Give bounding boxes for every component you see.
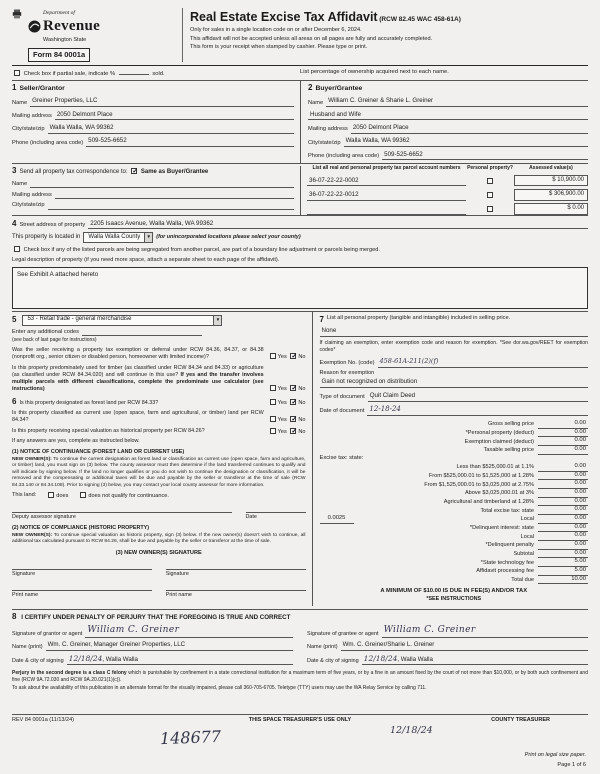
seller-heading: Seller/Grantor — [19, 85, 65, 93]
deputy-date-field[interactable] — [246, 505, 306, 513]
notice-continuance-body: NEW OWNER(S): To continue the current designation as forest land or classification as current use (open space, farm and agriculture, or timber) land, you must sign on (3) below. The county assessor must then determine if the land transferred continues to qualify and will indicate by signing below. If the land no longer qualifies or you do not wish to continue the designation or classification, it will be removed and the compensating or additional taxes will be due and payable by the seller or transferor at the time of sale (RCW 84.33.140 or 84.34.108). Prior to signing (3) below, you may contact your local county assessor for more information. — [12, 456, 306, 488]
parties-section — [12, 81, 588, 163]
business-code-select[interactable]: 53 - Retail trade - general merchandise ▼ — [22, 315, 222, 326]
corr-address-label: Mailing address — [12, 191, 52, 198]
buyer-phone-label: Phone (including area code) — [308, 152, 380, 159]
notice-continuance-title: (1) NOTICE OF CONTINUANCE (FOREST LAND OR CURRENT USE) — [12, 448, 185, 455]
partial-percent-field[interactable] — [119, 69, 149, 75]
grantor-print-field[interactable]: Wm. C. Greiner, Manager Greiner Properties, LLC — [46, 641, 293, 651]
additional-codes-field[interactable] — [82, 329, 202, 336]
question-predominate-use: Is this property predominately used for timber (as classified under RCW 84.34 and 84.33) or agriculture (as classified under RCW 84.34.020) and will continue in this use? If yes and the transfer involves multiple parcels with different classifications, complete the predominate use calculator (see instructions) Yes ✓ No — [12, 365, 306, 393]
assessed-value-header: Assessed value(s) — [529, 165, 573, 172]
seller-phone-label: Phone (including area code) — [12, 139, 84, 146]
grantee-signature-label: Signature of grantee or agent — [307, 630, 379, 637]
fee-value-field[interactable]: 0.00 — [538, 429, 588, 438]
grantor-signature-field[interactable]: William C. Greiner — [85, 625, 293, 638]
buyer-name2-field[interactable]: Husband and Wife — [308, 111, 588, 121]
fee-value-field[interactable]: 0.00 — [538, 480, 588, 489]
rev-number: REV 84 0001a (11/13/24) — [12, 717, 74, 723]
section-7-number: 7 — [319, 314, 324, 324]
owner-signature-field[interactable] — [166, 562, 306, 570]
dor-logo — [12, 8, 182, 62]
buyer-name-label: Name — [308, 99, 324, 106]
print-name-label: Print name — [165, 592, 192, 599]
personal-property-checkbox[interactable] — [487, 192, 493, 198]
located-in-label: This property is located in — [12, 233, 81, 240]
additional-codes-note: (see back of last page for instructions) — [12, 337, 97, 344]
corr-csz-label: City/state/zip — [12, 202, 45, 209]
parcel-number-field[interactable]: 36-07-22-22-0002 — [307, 177, 466, 187]
no-checkbox[interactable] — [290, 399, 296, 405]
partial-sale-row — [12, 66, 588, 82]
legal-description-label: Legal description of property (if you need more space, attach a separate sheet to each page of the affidavit). — [12, 257, 280, 264]
buyer-section — [300, 81, 588, 163]
owner-print-name-field[interactable] — [12, 583, 152, 591]
chevron-down-icon: ▼ — [144, 233, 152, 242]
land-qualify-row: This land: does does not qualify for continuance. — [12, 492, 169, 500]
personal-property-heading: List all personal property (tangible and intangible) included in selling price. — [326, 314, 511, 321]
grantor-date-field[interactable]: 12/18/24, Walla Walla — [67, 654, 293, 666]
form-title-block — [182, 8, 588, 62]
fee-value-field[interactable]: 0.00 — [538, 463, 588, 472]
correspondence-and-parcels-section — [12, 163, 588, 215]
correspondence-label: Send all property tax correspondence to: — [19, 169, 128, 176]
buyer-csz-label: City/state/zip — [308, 139, 341, 146]
same-as-buyer-checkbox[interactable] — [131, 168, 137, 174]
deputy-assessor-row — [12, 505, 306, 521]
certification-section — [12, 609, 588, 666]
section-4-number: 4 — [12, 219, 17, 229]
section-8-number: 8 — [12, 611, 17, 621]
main-columns — [12, 311, 588, 606]
fee-value-field[interactable]: 5.00 — [538, 558, 588, 567]
form-title: Real Estate Excise Tax Affidavit — [190, 10, 378, 24]
buyer-name-field[interactable]: William C. Greiner & Sharie L. Greiner — [326, 97, 588, 107]
parcel-table — [300, 166, 588, 215]
fee-row-technology-fee: *State technology fee 5.00 — [480, 558, 586, 566]
department-of-label: Department of — [43, 10, 75, 16]
fee-table — [320, 420, 588, 584]
personal-property-checkbox[interactable] — [487, 178, 493, 184]
no-checkbox[interactable] — [290, 385, 296, 391]
personal-property-list-field[interactable]: None — [320, 327, 588, 337]
parcel-numbers-header: List all real and personal property tax parcel account numbers — [312, 165, 461, 172]
segregated-label: Check box if any of the listed parcels are being segregated from another parcel, are part of a boundary line adjustment or parcels being merged. — [23, 247, 380, 254]
question-historic-property: Is this property receiving special valuation as historical property per RCW 84.26? Yes ✓ No — [12, 428, 306, 436]
buyer-address-field[interactable]: 2050 Delmont Place — [351, 124, 588, 134]
deputy-date-label: Date — [245, 514, 257, 521]
county-note: (for unincorporated locations please select your county) — [156, 234, 301, 241]
fee-value-field[interactable]: 10.00 — [538, 576, 588, 585]
exemption-note: If claiming an exemption, enter exemption code and reason for exemption. *See dor.wa.gov/REET for exemption codes* — [319, 339, 588, 353]
partial-sale-checkbox[interactable] — [14, 70, 20, 76]
yes-checkbox[interactable] — [270, 416, 276, 422]
fee-row-excise-tax-state: Excise tax: state: — [319, 455, 364, 462]
grantee-print-field[interactable]: Wm. C. Greiner/Sharie L. Greiner — [341, 641, 588, 651]
grantor-certification — [12, 622, 293, 665]
section-1-number: 1 — [12, 83, 17, 93]
section-5-number: 5 — [12, 314, 17, 324]
correspondence-block — [12, 166, 300, 215]
corr-csz-field[interactable] — [48, 203, 294, 210]
segregated-checkbox[interactable] — [14, 246, 20, 252]
buyer-address-label: Mailing address — [308, 126, 348, 133]
signature-label: Signature — [12, 571, 36, 578]
notice-compliance-body: NEW OWNER(S): To continue special valuation as historic property, sign (3) below. If the new owner(s) doesn't wish to continue, all additional tax calculated pursuant to RCW 84.26, shall be due and payable by the seller or transferor at the time of sale. — [12, 532, 306, 545]
fee-value-field[interactable]: 0.00 — [538, 472, 588, 481]
fee-value-field[interactable]: 0.00 — [538, 541, 588, 550]
buyer-csz-field[interactable]: Walla Walla, WA 99362 — [344, 137, 588, 147]
fee-value-field[interactable]: 0.00 — [538, 532, 588, 541]
fee-row-tier-4: Above $3,025,000.01 at 3% 0.00 — [464, 488, 586, 497]
see-instructions-note: *SEE INSTRUCTIONS — [426, 595, 482, 602]
seller-csz-field[interactable]: Walla Walla, WA 99362 — [48, 124, 294, 134]
fee-row-affidavit-processing-fee: Affidavit processing fee 5.00 — [476, 566, 586, 575]
fee-row-total-due: Total due 10.00 — [511, 575, 586, 583]
dor-emblem-icon — [28, 20, 41, 33]
county-treasurer-label: COUNTY TREASURER — [491, 717, 550, 723]
type-of-document-field[interactable]: Quit Claim Deed — [368, 392, 588, 402]
fee-row-exemption-claimed: Exemption claimed (deduct) 0.00 — [464, 437, 586, 445]
parcel-number-field[interactable]: 36-07-22-22-0012 — [307, 191, 466, 201]
fee-value-field[interactable]: 0.00 — [538, 498, 588, 507]
section-2-number: 2 — [308, 83, 313, 93]
seller-address-field[interactable]: 2050 Delmont Place — [55, 111, 294, 121]
deputy-signature-label: Deputy assessor signature — [12, 514, 76, 521]
owner-print-name-field[interactable] — [166, 583, 306, 591]
parcel-row — [307, 203, 588, 215]
owner-signature-row — [12, 562, 306, 578]
grantee-date-field[interactable]: 12/18/24, Walla Walla — [362, 654, 588, 666]
fee-value-field[interactable]: 5.00 — [538, 567, 588, 576]
seller-name-field[interactable]: Greiner Properties, LLC — [30, 97, 294, 107]
corr-address-field[interactable] — [55, 192, 294, 199]
grantee-signature-field[interactable]: William C. Greiner — [382, 625, 588, 638]
reason-for-exemption-field[interactable]: Gain not recognized on distribution — [320, 378, 588, 388]
fee-value-field[interactable]: 0.00 — [538, 489, 588, 498]
signature-label: Signature — [165, 571, 189, 578]
grantee-print-label: Name (print) — [307, 643, 338, 650]
personal-property-checkbox[interactable] — [487, 206, 493, 212]
this-land-label: This land: — [12, 492, 37, 499]
yes-checkbox[interactable] — [270, 428, 276, 434]
if-yes-note: If any answers are yes, complete as instructed below. — [12, 438, 140, 445]
treasurer-stamp-number: 148677 — [159, 726, 222, 749]
same-as-buyer-label: Same as Buyer/Grantee — [140, 169, 209, 176]
street-address-label: Street address of property — [19, 222, 86, 228]
deputy-signature-field[interactable] — [12, 505, 232, 513]
fee-row-agricultural: Agricultural and timberland at 1.28% 0.00 — [443, 497, 586, 505]
date-of-document-label: Date of document — [319, 408, 365, 415]
fee-row-delinquent-interest-local: Local 0.00 — [520, 532, 586, 540]
question-exemption-deferral: Was the seller receiving a property tax exemption or deferral under RCW 84.36, 84.37, or 84.38 (nonprofit org., senior citizen or disabled person, homeowner with limited income)? Yes ✓ No — [12, 347, 306, 361]
partial-sale-label: Check box if partial sale, indicate % — [23, 70, 116, 77]
revenue-wordmark: Revenue — [43, 18, 101, 35]
question-current-use: Is this property classified as current use (open space, farm and agricultural, or timber) land per RCW 84.34? Yes ✓ No — [12, 410, 306, 424]
yes-checkbox[interactable] — [270, 399, 276, 405]
treasurer-space-label: THIS SPACE TREASURER'S USE ONLY — [248, 717, 352, 723]
grantee-date-label: Date & city of signing — [307, 658, 359, 665]
grantor-print-label: Name (print) — [12, 643, 43, 650]
header-note-1: Only for sales in a single location code on or after December 6, 2024. — [190, 26, 362, 33]
owner-print-row — [12, 583, 306, 599]
print-icon — [12, 9, 22, 19]
fee-row-tier-2: From $525,000.01 to $1,525,000 at 1.28% 0.00 — [428, 471, 586, 479]
sold-label: sold. — [152, 70, 165, 77]
buyer-heading: Buyer/Grantee — [315, 85, 363, 93]
seller-section — [12, 81, 300, 163]
grantor-date-label: Date & city of signing — [12, 658, 64, 665]
question-forest-land: 6 Is this property designated as forest land per RCW 84.33? Yes ✓ No — [12, 397, 306, 407]
no-checkbox[interactable] — [290, 416, 296, 422]
assessed-value-field[interactable]: $ 10,900.00 — [514, 175, 588, 187]
new-owner-signature-title: (3) NEW OWNER(S) SIGNATURE — [115, 549, 202, 556]
corr-name-label: Name — [12, 180, 28, 187]
legal-description-box[interactable]: See Exhibit A attached hereto — [12, 267, 588, 309]
fee-value-field[interactable]: 0.00 — [538, 550, 588, 559]
exemption-code-label: Exemption No. (code) — [319, 360, 375, 367]
header-note-3: This form is your receipt when stamped by cashier. Please type or print. — [190, 44, 368, 51]
does-checkbox[interactable] — [48, 492, 54, 498]
perjury-statement: Perjury in the second degree is a class C felony which is punishable by confinement in a state correctional institution for a maximum term of five years, or by a fine in an amount fixed by the court of not more than $10,000, or by both such confinement and fine (RCW 9A.72.030 and RCW 9A.20.021(1)(c)). — [12, 670, 588, 683]
parcel-number-field[interactable] — [307, 207, 466, 215]
chevron-down-icon: ▼ — [213, 316, 221, 325]
local-rate-field[interactable]: 0.0025 — [320, 515, 354, 524]
page-number: Page 1 of 6 — [557, 761, 586, 768]
corr-name-field[interactable] — [30, 181, 294, 188]
fee-row-gross-selling-price: Gross selling price 0.00 — [487, 419, 586, 428]
fee-row-tier-1: Less than $525,000.01 at 1.1% 0.00 — [456, 462, 586, 471]
fee-value-field[interactable]: 0.00 — [538, 437, 588, 446]
seller-name-label: Name — [12, 99, 28, 106]
seller-phone-field[interactable]: 509-525-6652 — [86, 137, 294, 147]
property-section — [12, 215, 588, 309]
print-name-label: Print name — [12, 592, 39, 599]
reason-for-exemption-label: Reason for exemption — [319, 370, 375, 377]
minimum-due-note: A MINIMUM OF $10.00 IS DUE IN FEE(S) AND/OR TAX — [380, 588, 528, 595]
assessed-value-field[interactable]: $ 306,900.00 — [514, 189, 588, 201]
section-7-column — [312, 312, 588, 606]
fee-value-field[interactable]: 0.00 — [538, 446, 588, 455]
form-number: Form 84 0001a — [28, 48, 90, 62]
date-of-document-field[interactable]: 12-18-24 — [367, 405, 588, 416]
buyer-phone-field[interactable]: 509-525-6652 — [382, 151, 588, 161]
parcel-row — [307, 175, 588, 187]
fee-row-taxable-selling-price: Taxable selling price 0.00 — [483, 445, 586, 454]
no-checkbox[interactable] — [290, 353, 296, 359]
ownership-percent-note: List percentage of ownership acquired next to each name. — [300, 68, 449, 75]
sections-5-6-column — [12, 312, 312, 606]
grantor-signature-label: Signature of grantor or agent — [12, 630, 83, 637]
seller-address-label: Mailing address — [12, 113, 52, 120]
owner-signature-field[interactable] — [12, 562, 152, 570]
additional-codes-label: Enter any additional codes — [12, 329, 80, 336]
county-select[interactable]: Walla Walla County ▼ — [83, 232, 153, 243]
fee-row-local: 0.0025 Local 0.00 — [320, 515, 588, 524]
does-not-checkbox[interactable] — [80, 492, 86, 498]
form-title-rcw: (RCW 82.45 WAC 458-61A) — [379, 16, 461, 23]
fee-row-delinquent-penalty: *Delinquent penalty 0.00 — [485, 540, 586, 549]
print-legal-size-note: Print on legal size paper. — [524, 751, 586, 758]
yes-checkbox[interactable] — [270, 385, 276, 391]
fee-row-subtotal: Subtotal 0.00 — [513, 549, 586, 557]
type-of-document-label: Type of document — [319, 394, 365, 401]
fee-value-field[interactable]: 0.00 — [538, 420, 588, 429]
header-note-2: This affidavit will not be accepted unless all areas on all pages are fully and accurately completed. — [190, 35, 433, 42]
fee-value-field[interactable]: 0.00 — [538, 515, 588, 524]
treasurer-stamp-date: 12/18/24 — [390, 725, 433, 736]
fee-row-personal-property-deduct: *Personal property (deduct) 0.00 — [465, 428, 586, 436]
footer — [12, 714, 588, 770]
street-address-field[interactable]: 2205 Isaacs Avenue, Walla Walla, WA 99362 — [88, 220, 588, 230]
fee-row-tier-3: From $1,525,000.01 to $3,025,000 at 2.75% 0.00 — [424, 480, 586, 488]
washington-state-label: Washington State — [43, 36, 87, 43]
notice-compliance-title: (2) NOTICE OF COMPLIANCE (HISTORIC PROPERTY) — [12, 524, 150, 531]
fee-row-total-excise-state: Total excise tax: state 0.00 — [480, 506, 586, 514]
exemption-code-field[interactable]: 458-61A-211(2)(f) — [378, 357, 588, 368]
section-6-number: 6 — [12, 396, 17, 406]
accessibility-statement: To ask about the availability of this publication in an alternate format for the visually impaired, please call 360-705-6705. Teletype (TTY) users may use the WA Relay Service by calling 711. — [12, 685, 427, 692]
form-header — [12, 8, 588, 66]
parcel-row — [307, 189, 588, 201]
fee-row-delinquent-interest-state: *Delinquent interest: state 0.00 — [469, 523, 586, 531]
fee-value-field[interactable]: 0.00 — [538, 524, 588, 533]
no-checkbox[interactable] — [290, 428, 296, 434]
seller-csz-label: City/state/zip — [12, 126, 45, 133]
assessed-value-field[interactable]: $ 0.00 — [514, 203, 588, 215]
grantee-certification — [307, 622, 588, 665]
personal-property-header: Personal property? — [467, 165, 513, 172]
certification-heading: I CERTIFY UNDER PENALTY OF PERJURY THAT THE FOREGOING IS TRUE AND CORRECT — [21, 613, 291, 621]
fee-value-field[interactable]: 0.00 — [538, 506, 588, 515]
yes-checkbox[interactable] — [270, 353, 276, 359]
section-3-number: 3 — [12, 166, 17, 176]
